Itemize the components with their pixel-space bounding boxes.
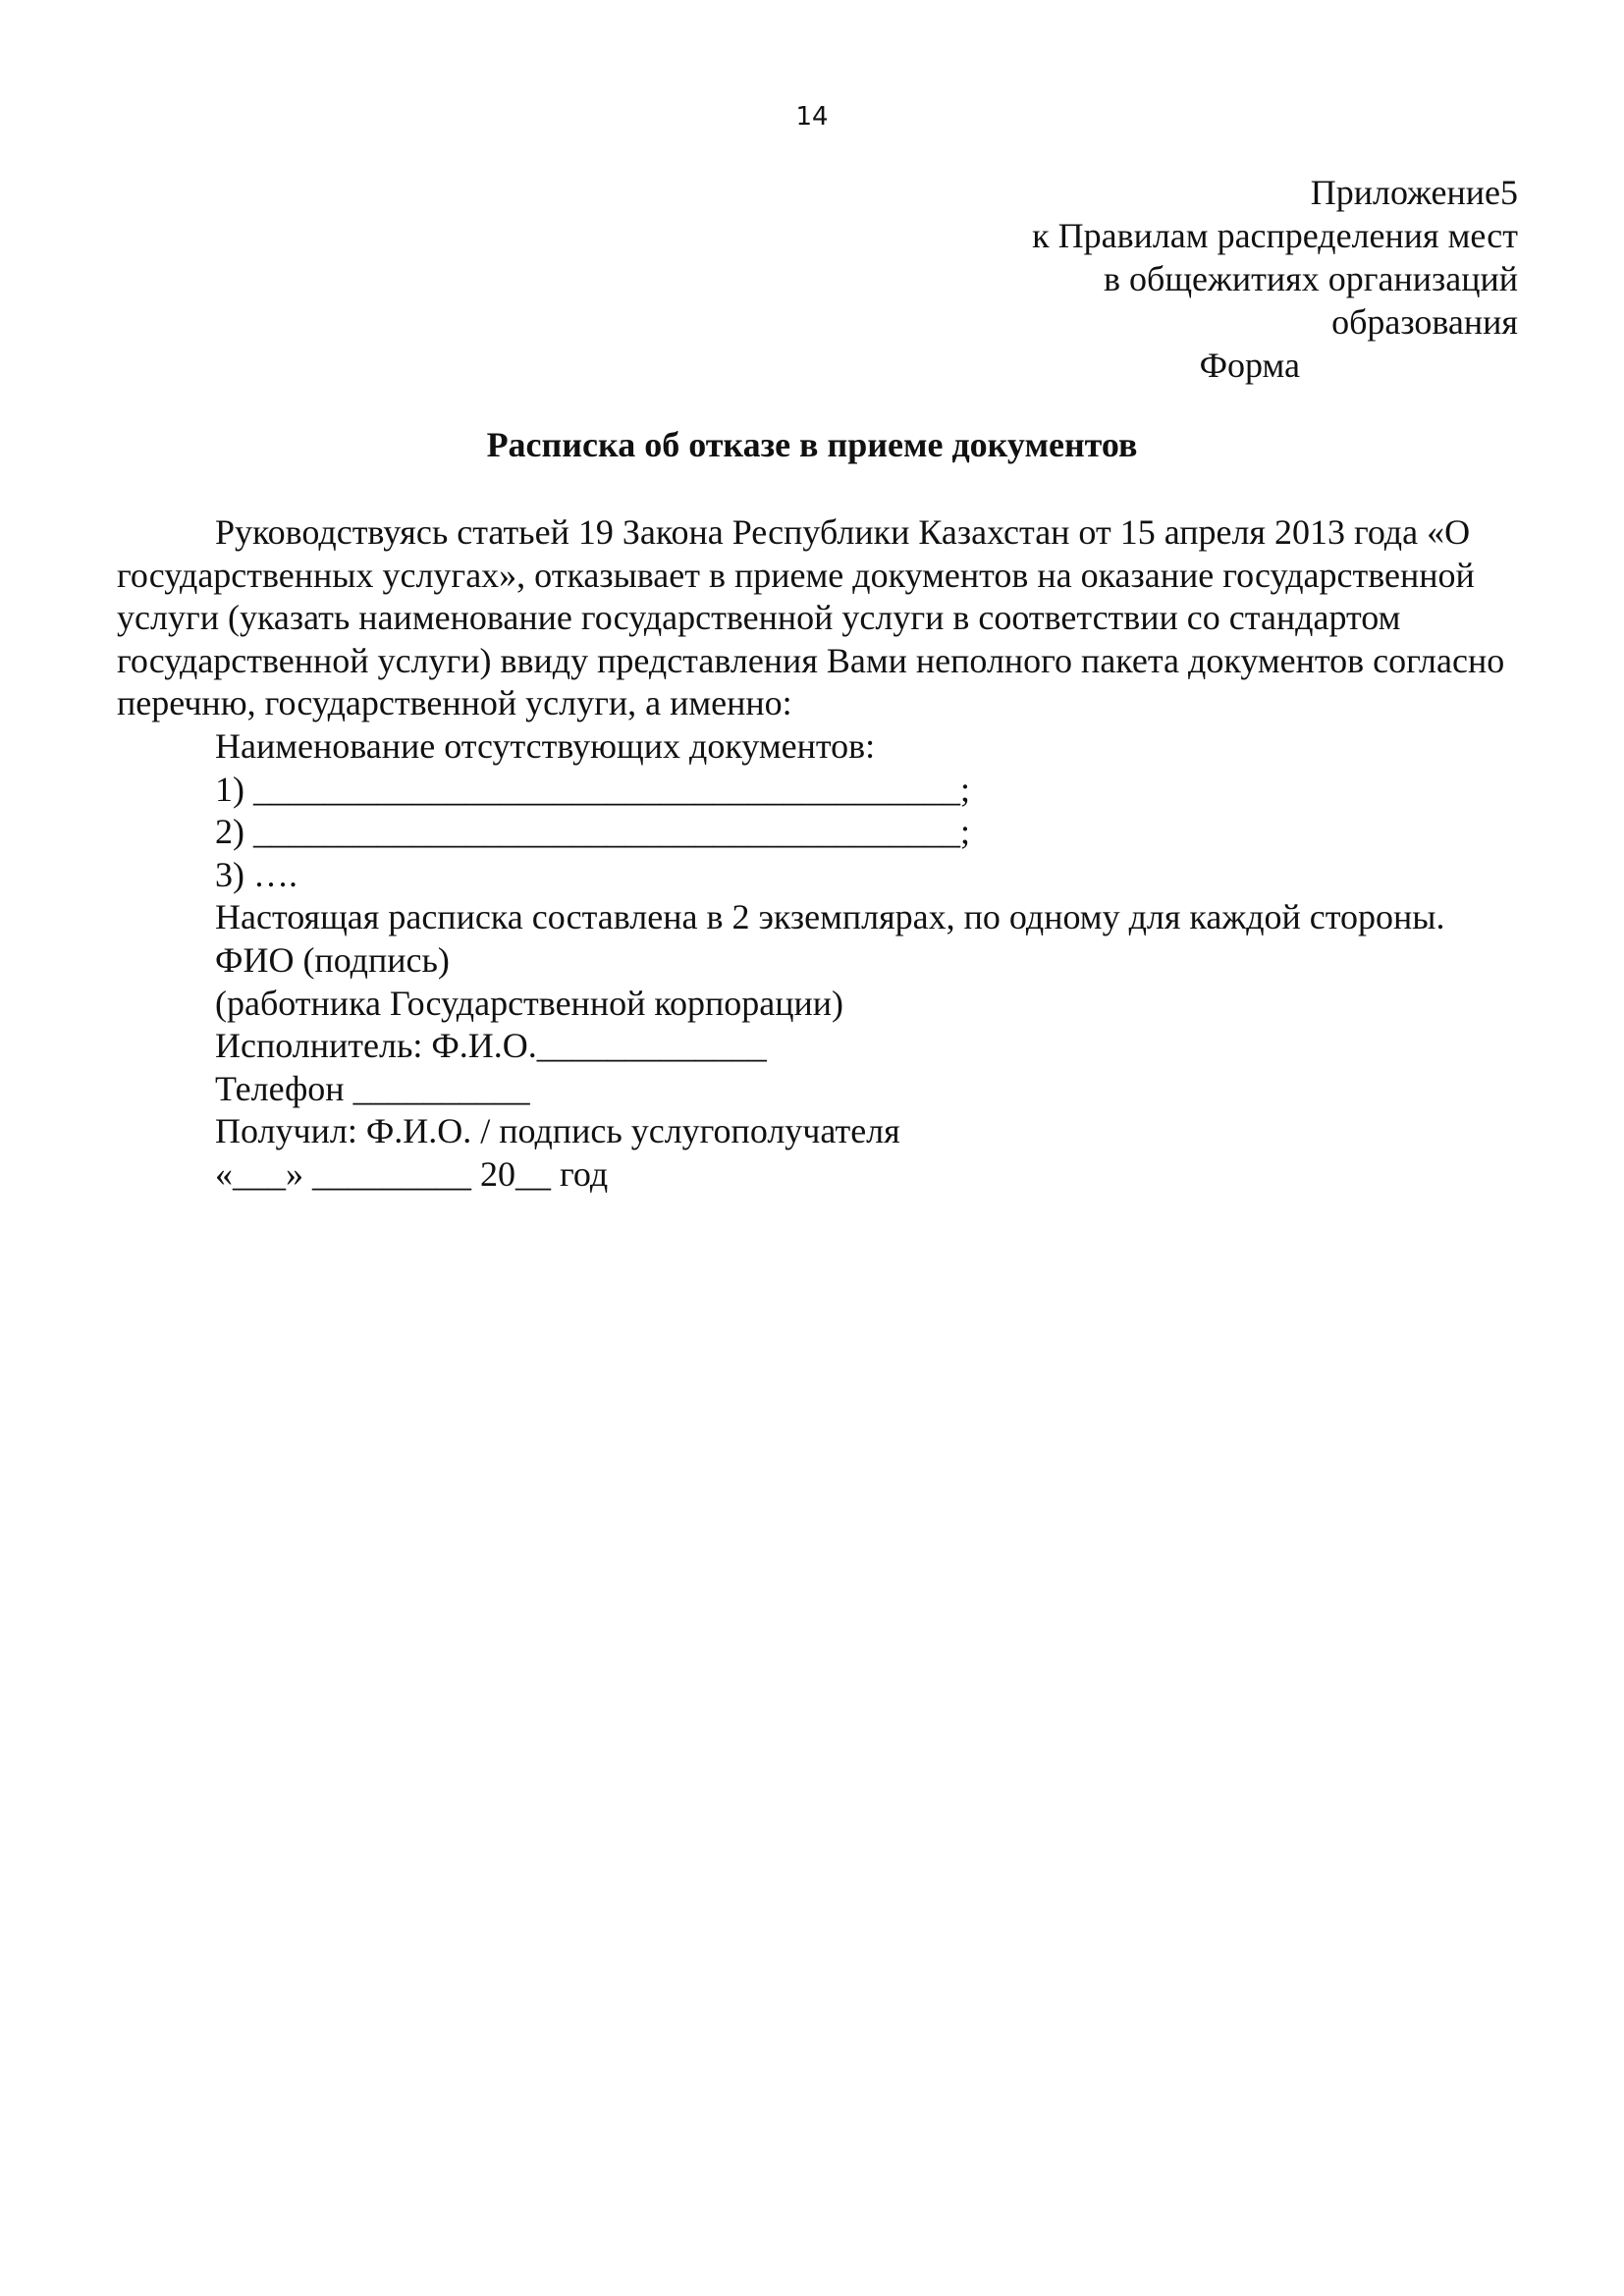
main-paragraph: Руководствуясь статьей 19 Закона Республики Казахстан от 15 апреля 2013 года «О государственных услугах», отказывает в приеме документов на оказание государственной услуги (указать наименование государственной услуги в соответствии со стандартом государственной услуги) ввиду представления Вами неполного пакета документов согласно перечню, государственной услуги, а именно: [117, 512, 1505, 723]
appendix-education-line: образования [1331, 302, 1518, 342]
date-line: «___» _________ 20__ год [215, 1153, 609, 1194]
missing-doc-item-2: 2) ________________________________________; [215, 812, 970, 852]
document-body [117, 511, 1515, 1197]
form-label: Форма [1199, 346, 1300, 385]
appendix-rules-line: к Правилам распределения мест [1032, 216, 1518, 255]
page-number: 14 [795, 102, 829, 132]
received-line: Получил: Ф.И.О. / подпись услугополучателя [215, 1111, 900, 1151]
appendix-dormitories-line: в общежитиях организаций [1104, 259, 1518, 298]
document-title: Расписка об отказе в приеме документов [486, 425, 1138, 464]
appendix-title: Приложение5 [1310, 173, 1518, 212]
executor-line: Исполнитель: Ф.И.О._____________ [215, 1026, 767, 1066]
copies-note: Настоящая расписка составлена в 2 экземплярах, по одному для каждой стороны. [215, 897, 1445, 937]
missing-doc-item-3: 3) …. [215, 854, 298, 894]
employee-note: (работника Государственной корпорации) [215, 983, 844, 1023]
appendix-header [909, 171, 1518, 387]
missing-docs-label: Наименование отсутствующих документов: [215, 725, 876, 766]
phone-line: Телефон __________ [215, 1068, 530, 1108]
fio-signature-line: ФИО (подпись) [215, 939, 450, 980]
missing-doc-item-1: 1) ________________________________________; [215, 769, 970, 809]
